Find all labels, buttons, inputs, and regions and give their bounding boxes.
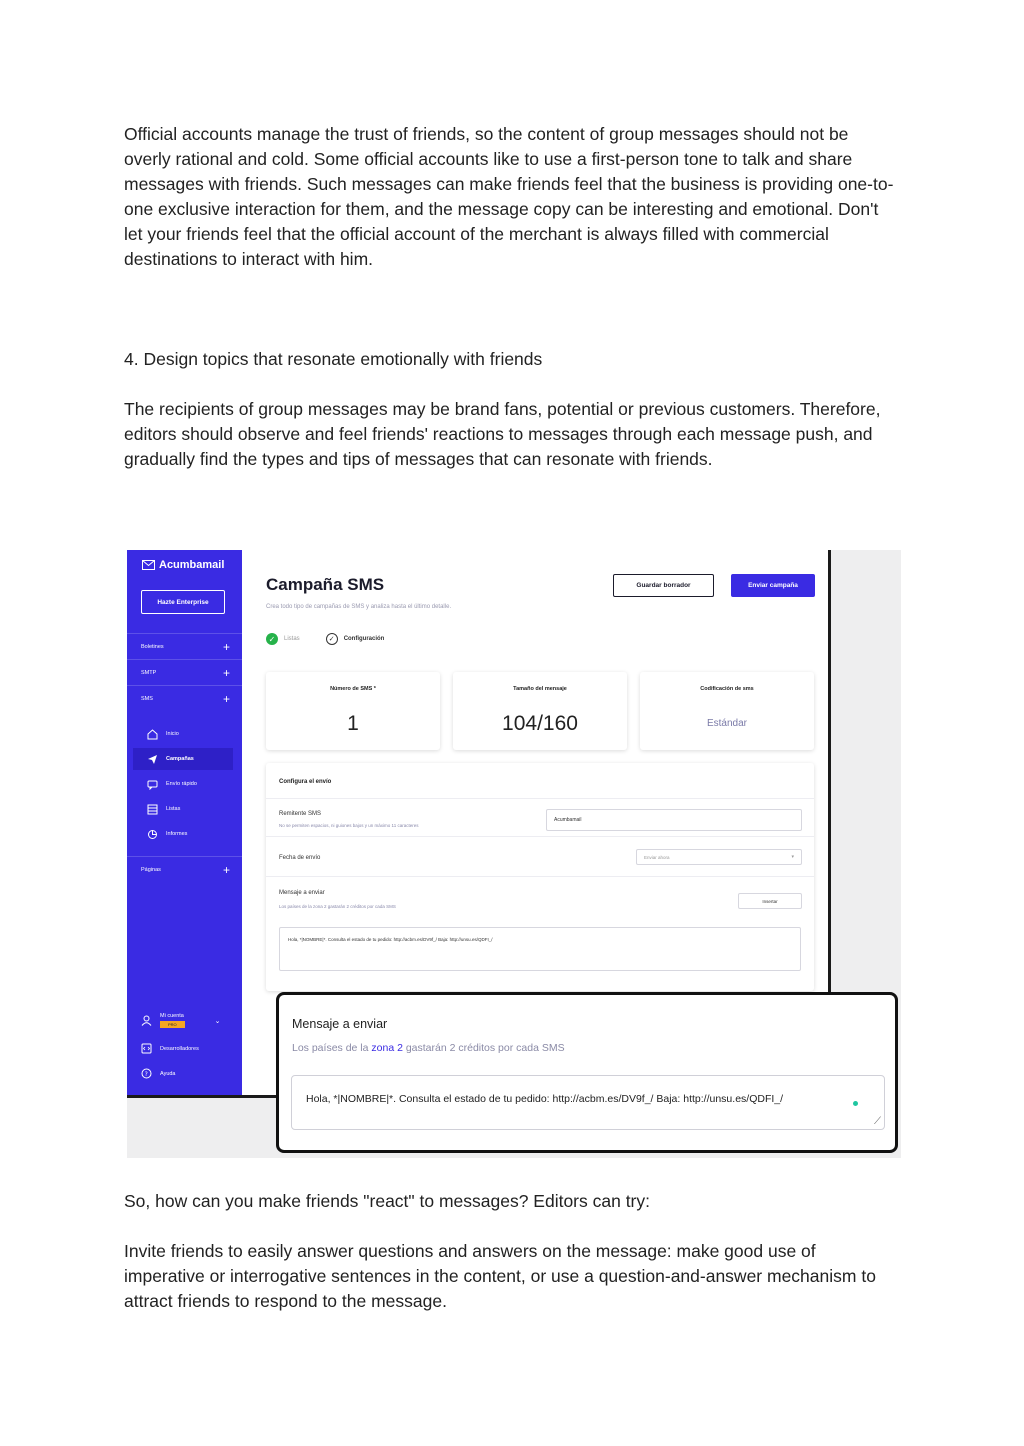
help-label: Ayuda (160, 1070, 176, 1077)
home-icon (147, 729, 158, 740)
invite-paragraph: Invite friends to easily answer questions and answers on the message: make good use of imperative or interrogative sentences in the content, or use a question-and-answer mechanism to attract friends to respond to the message. (124, 1241, 876, 1311)
sidebar-sub-item-label: Inicio (166, 731, 179, 737)
stat-card-message-size (453, 672, 627, 750)
resize-handle-icon[interactable]: ⟋ (874, 1116, 881, 1127)
page-title: Campaña SMS (266, 575, 385, 594)
panel-title: Configura el envío (279, 779, 332, 785)
sender-row (266, 798, 814, 837)
message-row (266, 876, 814, 992)
sender-label: Remitente SMS (279, 811, 322, 817)
sidebar-item-developers[interactable] (141, 1043, 199, 1054)
message-zoom-callout (276, 992, 898, 1153)
stat-value: 104/160 (502, 712, 578, 735)
sidebar-sub-item-label: Informes (166, 831, 188, 837)
check-outline-icon: ✓ (326, 633, 338, 645)
date-select-value: Enviar ahora (644, 854, 670, 860)
hint-text: gastarán 2 créditos por cada SMS (402, 1042, 565, 1054)
sidebar (127, 550, 242, 1095)
date-row (266, 836, 814, 877)
sidebar-item-smtp[interactable] (127, 659, 242, 685)
user-icon (141, 1015, 152, 1026)
brand-name: Acumbamail (159, 559, 225, 571)
zone-link[interactable]: zona 2 (371, 1042, 403, 1054)
svg-text:?: ? (144, 1071, 148, 1078)
zoom-message-text: Hola, *|NOMBRE|*. Consulta el estado de tu pedido: http://acbm.es/DV9f_/ Baja: http://unsu.es/QDFI_/ (306, 1093, 784, 1105)
reports-icon (147, 829, 158, 840)
plus-icon: + (222, 691, 230, 706)
sidebar-item-label: SMTP (141, 669, 157, 676)
sidebar-sub-item-envio-rapido[interactable] (133, 773, 233, 795)
developers-label: Desarrolladores (160, 1045, 199, 1052)
brand-logo (142, 559, 224, 571)
step-configuration[interactable]: Configuración (343, 636, 385, 642)
sidebar-item-help[interactable] (141, 1068, 176, 1079)
progress-steps (266, 633, 384, 645)
upgrade-plan-button[interactable]: Hazte Enterprise (141, 590, 225, 614)
help-icon (141, 1068, 152, 1079)
sidebar-item-label: SMS (141, 695, 153, 702)
plus-icon: + (222, 862, 230, 877)
message-textarea[interactable]: Hola, *|NOMBRE|*. Consulta el estado de tu pedido: http://acbm.es/DV9f_/ Baja: http://unsu.es/QDFI_/ (279, 927, 801, 971)
sidebar-sub-item-campanas[interactable] (133, 748, 233, 770)
sidebar-item-label: Páginas (141, 866, 161, 873)
stat-label: Número de SMS * (330, 686, 376, 692)
sidebar-sub-item-label: Listas (166, 806, 181, 812)
list-icon (147, 804, 158, 815)
sidebar-sub-item-label: Campañas (166, 756, 194, 762)
chevron-down-icon: ▾ (791, 854, 794, 860)
hint-text: Los países de la (292, 1042, 372, 1054)
sidebar-sub-item-informes[interactable] (133, 823, 233, 845)
recipients-paragraph: The recipients of group messages may be brand fans, potential or previous customers. Therefore, editors should observe and feel friends' reactions to messages through each message push, and gradually find the types and tips of messages that can resonate with friends. (124, 399, 881, 469)
sender-hint: No se permiten espacios, ni guiones bajos y un máximo 11 caracteres (279, 823, 419, 828)
intro-paragraph: Official accounts manage the trust of friends, so the content of group messages should not be overly rational and cold. Some official accounts like to use a first-person tone to talk and share messages with friends. Such messages can make friends feel that the business is providing one-to-one exclusive interaction for them, and the message copy can be interesting and emotional. Don't let your friends feel that the official account of the merchant is always filled with commercial destinations to interact with him. (124, 124, 894, 269)
sidebar-item-paginas[interactable] (127, 856, 242, 882)
sidebar-sub-item-label: Envío rápido (166, 781, 197, 787)
sidebar-item-boletines[interactable] (127, 633, 242, 659)
stat-label: Codificación de sms (700, 686, 754, 692)
message-icon (147, 779, 158, 790)
check-icon: ✓ (266, 633, 278, 645)
code-icon (141, 1043, 152, 1054)
send-config-panel (266, 763, 814, 991)
sender-input[interactable]: Acumbamail (546, 809, 802, 831)
sidebar-item-sms[interactable] (127, 685, 242, 711)
message-label: Mensaje a enviar (279, 890, 325, 896)
account-menu[interactable] (141, 1013, 221, 1028)
message-hint: Los países de la zona 2 gastarán 2 créditos por cada SMS (279, 904, 396, 909)
status-dot-icon (853, 1101, 858, 1106)
date-select[interactable] (636, 849, 802, 865)
embedded-screenshot (127, 550, 901, 1158)
plus-icon: + (222, 665, 230, 680)
chevron-down-icon: ⌄ (214, 1017, 221, 1025)
save-draft-button[interactable]: Guardar borrador (613, 574, 714, 597)
sidebar-item-label: Boletines (141, 643, 164, 650)
question-paragraph: So, how can you make friends "react" to messages? Editors can try: (124, 1191, 650, 1211)
account-label: Mi cuenta (160, 1013, 184, 1019)
zoom-message-textarea[interactable] (291, 1075, 885, 1130)
section-heading: 4. Design topics that resonate emotionally with friends (124, 349, 543, 369)
zoom-message-hint (292, 1042, 565, 1054)
mail-icon (142, 560, 155, 570)
stat-value: 1 (347, 712, 359, 735)
send-campaign-button[interactable]: Enviar campaña (731, 574, 815, 597)
zoom-message-label: Mensaje a enviar (292, 1017, 388, 1031)
sidebar-sub-item-inicio[interactable] (133, 723, 233, 745)
stat-value: Estándar (706, 718, 748, 729)
page-subtitle: Crea todo tipo de campañas de SMS y analiza hasta el último detalle. (266, 604, 452, 610)
send-icon (147, 754, 158, 765)
plan-badge: PRO (160, 1021, 185, 1028)
date-label: Fecha de envío (279, 855, 321, 861)
plus-icon: + (222, 639, 230, 654)
stat-card-encoding (640, 672, 814, 750)
sidebar-sub-item-listas[interactable] (133, 798, 233, 820)
stat-label: Tamaño del mensaje (513, 686, 567, 692)
insert-button[interactable]: Insertar (738, 893, 802, 909)
stat-card-sms-count (266, 672, 440, 750)
step-lists[interactable]: Listas (284, 636, 300, 642)
